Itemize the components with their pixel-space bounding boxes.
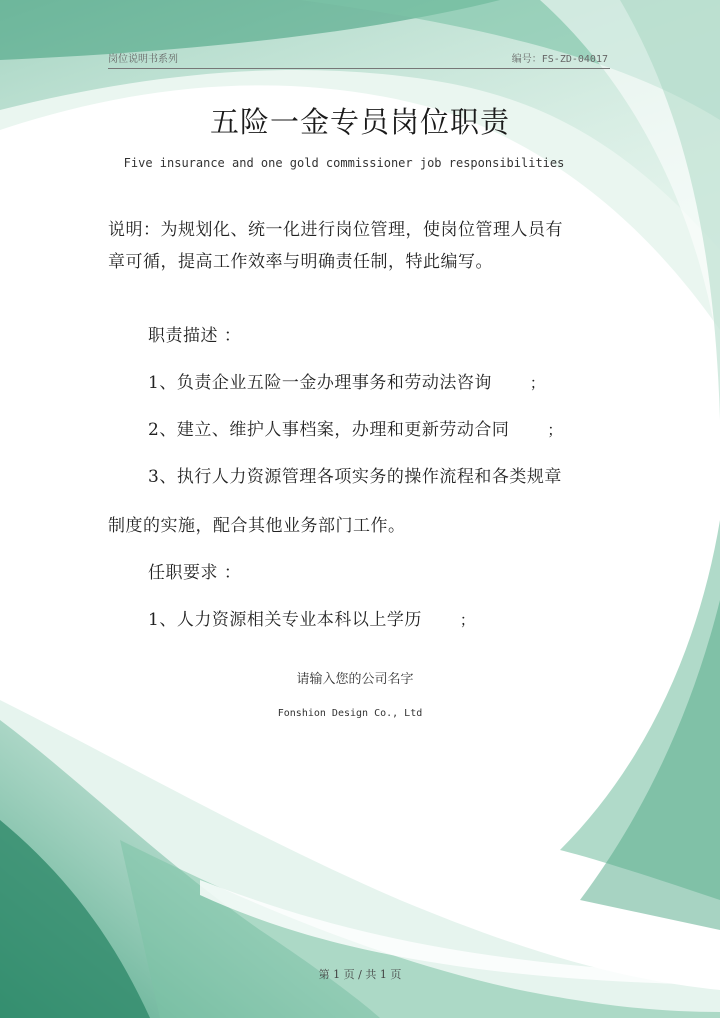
header-document-code: 编号：FS-ZD-04017 xyxy=(511,54,608,65)
duty-item-1-text: 1、负责企业五险一金办理事务和劳动法咨询 xyxy=(148,373,492,393)
intro-paragraph: 说明：为规划化、统一化进行岗位管理，使岗位管理人员有章可循，提高工作效率与明确责任制，特此编写。 xyxy=(108,220,563,272)
company-name-english: Fonshion Design Co., Ltd xyxy=(277,708,423,719)
requirements-heading: 任职要求 ： xyxy=(148,563,242,583)
page-number: 第 1 页 / 共 1 页 xyxy=(318,968,402,981)
header-divider xyxy=(108,68,610,69)
document-title: 五险一金专员岗位职责 xyxy=(209,105,510,139)
requirement-item-1 xyxy=(148,604,475,636)
duty-item-1-semicolon: ； xyxy=(529,374,546,392)
company-name: 请输入您的公司名字 xyxy=(296,672,414,687)
requirement-item-1-semicolon: ； xyxy=(459,611,476,629)
duty-item-3-line-2: 制度的实施，配合其他业务部门工作。 xyxy=(108,516,406,536)
duty-item-3-line-1: 3、执行人力资源管理各项实务的操作流程和各类规章 xyxy=(148,467,562,487)
duty-item-2-semicolon: ； xyxy=(547,421,563,439)
header-series-label: 岗位说明书系列 xyxy=(108,54,178,65)
duty-item-1 xyxy=(148,367,545,399)
requirement-item-1-text: 1、人力资源相关专业本科以上学历 xyxy=(148,610,422,630)
duties-heading: 职责描述 ： xyxy=(148,326,242,346)
document-subtitle: Five insurance and one gold commissioner job responsibilities xyxy=(123,156,565,170)
duty-item-2 xyxy=(148,414,563,446)
duty-item-2-text: 2、建立、维护人事档案，办理和更新劳动合同 xyxy=(148,420,510,440)
